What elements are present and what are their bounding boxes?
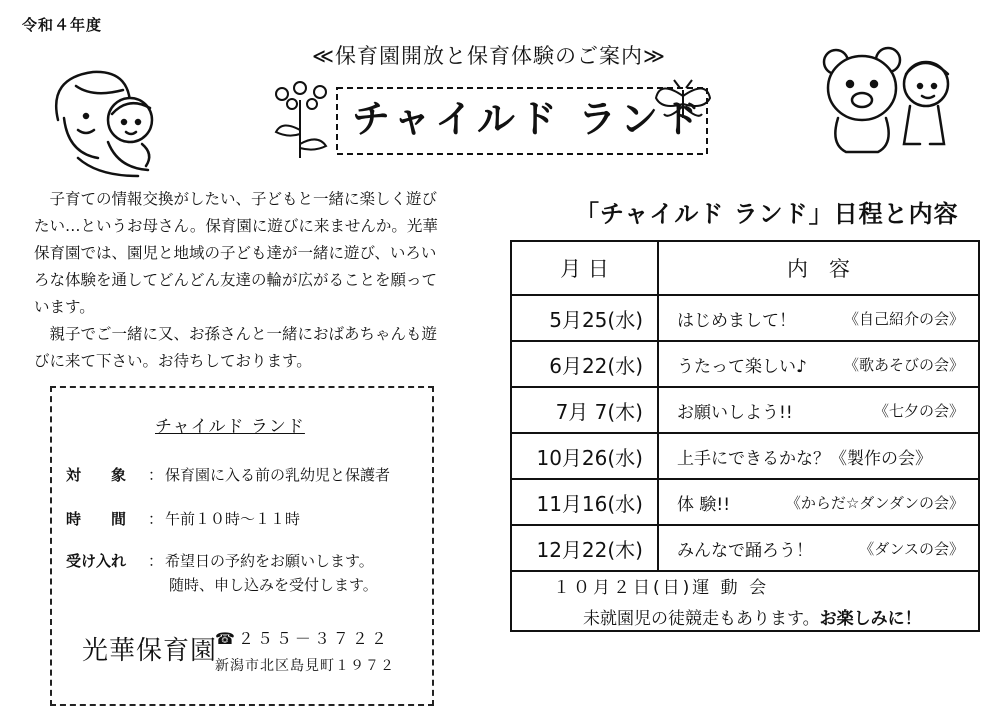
intro-paragraph-1: 子育ての情報交換がしたい、子どもと一緒に楽しく遊びたい…というお母さん。保育園に遊びに来ませんか。光華保育園では、園児と地域の子ども達が一緒に遊び、いろいろな体験を通してどんどん友達の輪が広がることを願っています。 — [34, 190, 438, 316]
table-row — [511, 433, 979, 479]
table-row — [511, 295, 979, 341]
row-event: 《からだ☆ダンダンの会》 — [785, 494, 964, 512]
row-event: 《歌あそびの会》 — [843, 356, 964, 374]
table-row — [511, 387, 979, 433]
row-date: 6月22(水) — [511, 341, 658, 387]
intro-paragraph-2: 親子でご一緒に又、お孫さんと一緒におばあちゃんも遊びに来て下さい。お待ちしております。 — [34, 325, 438, 370]
banner-title: チャイルド ランド — [352, 97, 705, 141]
footer-emphasis: お楽しみに！ — [819, 609, 922, 629]
row-content — [658, 479, 979, 525]
row-content — [658, 525, 979, 571]
acceptance-value: 希望日の予約をお願いします。 — [165, 552, 374, 570]
table-row — [511, 525, 979, 571]
row-content — [658, 341, 979, 387]
row-content-text: 上手にできるかな？《製作の会》 — [677, 448, 932, 469]
row-date: 12月22(木) — [511, 525, 658, 571]
target-label: 対 象 — [66, 466, 127, 484]
row-event: 《七夕の会》 — [873, 402, 964, 420]
target-value: 保育園に入る前の乳幼児と保護者 — [165, 466, 391, 484]
row-content-text: うたって楽しい♪ — [677, 356, 807, 377]
acceptance-value-2: 随時、申し込みを受付します。 — [169, 576, 378, 594]
row-content — [658, 387, 979, 433]
bear-child-illustration — [818, 44, 968, 160]
row-content-text: みんなで踊ろう！ — [677, 540, 813, 561]
mother-baby-illustration — [38, 58, 168, 180]
schedule-table — [510, 240, 980, 632]
table-row — [511, 341, 979, 387]
info-box-title: チャイルド ランド — [155, 417, 305, 437]
acceptance-colon: ： — [148, 552, 164, 570]
table-header-row — [511, 241, 979, 295]
row-date: 11月16(水) — [511, 479, 658, 525]
footer-note-text: 未就園児の徒競走もあります。 — [583, 609, 820, 629]
intro-text — [34, 186, 444, 375]
row-event: 《自己紹介の会》 — [843, 310, 964, 328]
page-subtitle: ≪保育園開放と保育体験のご案内≫ — [312, 44, 666, 68]
time-value: 午前１０時～１１時 — [165, 510, 301, 528]
row-event: 《ダンスの会》 — [859, 540, 964, 558]
school-name: 光華保育園 — [82, 636, 218, 666]
footer-note — [583, 604, 977, 629]
row-content — [658, 295, 979, 341]
target-colon: ： — [148, 466, 164, 484]
column-header-date: 月 日 — [511, 241, 658, 295]
time-label: 時 間 — [66, 510, 127, 528]
footer-cell — [511, 571, 979, 631]
time-colon: ： — [148, 510, 164, 528]
sports-day-note: １０月２日(日)運 動 会 — [553, 578, 770, 598]
row-content-text: はじめまして！ — [677, 310, 796, 331]
table-row — [511, 479, 979, 525]
table-footer-row — [511, 571, 979, 631]
row-date: 7月 7(木) — [511, 387, 658, 433]
column-header-content: 内 容 — [658, 241, 979, 295]
row-content-text: 体 験!! — [677, 494, 731, 515]
row-date: 10月26(水) — [511, 433, 658, 479]
flower-icon — [268, 80, 348, 162]
address: 新潟市北区島見町１９７２ — [215, 658, 395, 674]
acceptance-label: 受け入れ — [66, 552, 127, 570]
era-label: 令和４年度 — [22, 16, 103, 34]
schedule-title: 「チャイルド ランド」日程と内容 — [575, 200, 959, 228]
row-content — [658, 433, 979, 479]
row-content-text: お願いしよう!! — [677, 402, 793, 423]
row-date: 5月25(水) — [511, 295, 658, 341]
phone-number: ☎２５５－３７２２ — [215, 629, 390, 648]
